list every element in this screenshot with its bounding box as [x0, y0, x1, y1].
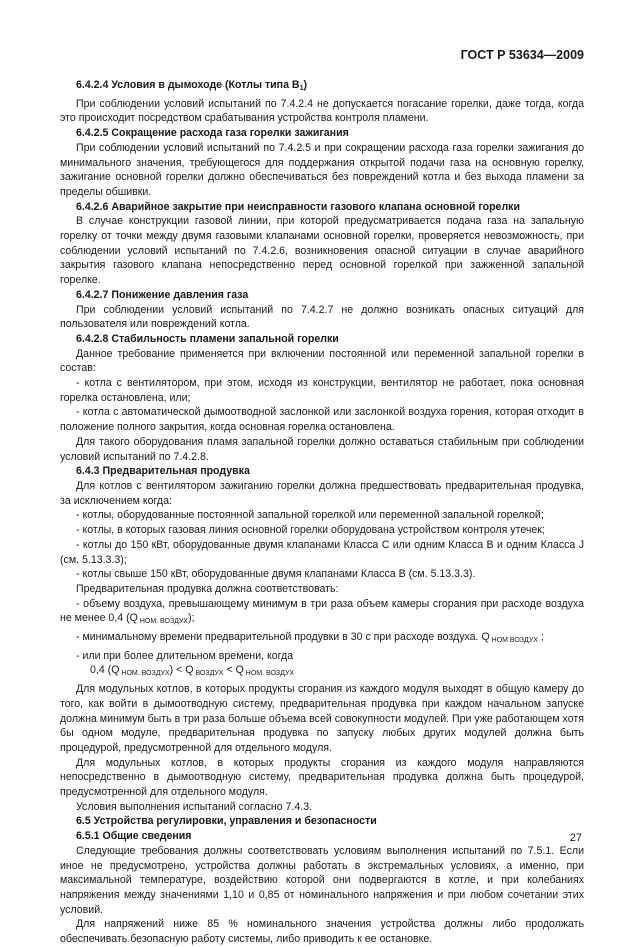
body-paragraph: - котлы, в которых газовая линия основной горелки оборудована устройством контроля утечек; — [76, 524, 545, 537]
section-heading: 6.4.2.5 Сокращение расхода газа горелки зажигания — [76, 127, 349, 140]
section-heading: 6.5 Устройства регулировки, управления и безопасности — [76, 815, 377, 828]
section-heading: 6.5.1 Общие сведения — [76, 830, 192, 843]
section-heading: 6.4.2.7 Понижение давления газа — [76, 288, 249, 301]
body-paragraph: - котла с автоматической дымоотводной заслонкой или заслонкой воздуха горения, которая отходит в положение полного закрытия, когда основная горелка остановлена. — [60, 406, 584, 434]
body-paragraph: При соблюдении условий испытаний по 7.4.2.4 не допускается погасание горелки, даже тогда, когда это происходит посредством срабатывания устройства контроля пламени. — [60, 97, 584, 125]
body-paragraph: - котлы, оборудованные постоянной запальной горелкой или переменной запальной горелкой; — [76, 509, 544, 522]
document-header: ГОСТ Р 53634—2009 — [460, 48, 584, 62]
document-body — [60, 78, 584, 947]
section-heading: 6.4.2.8 Стабильность пламени запальной горелки — [76, 332, 339, 345]
body-paragraph: Для котлов с вентилятором зажиганию горелки должна предшествовать предварительная продувка, за исключением когда: — [60, 479, 584, 507]
body-paragraph: Условия выполнения испытаний согласно 7.4.3. — [76, 800, 313, 813]
body-paragraph: - котлы до 150 кВт, оборудованные двумя клапанами Класса С или одним Класса В и одним Класса J (см. 5.13.3.3); — [60, 538, 584, 566]
body-paragraph: - минимальному времени предварительной продувки в 30 с при расходе воздуха. Q $_{НОМ ВОЗДУХ}$ ; — [76, 631, 544, 645]
body-paragraph: - или при более длительном времени, когда — [76, 649, 294, 662]
body-paragraph: Для модульных котлов, в которых продукты сгорания из каждого модуля направляются непосредственно в дымоотводную систему, предварительная продувка должна быть процедурой, предусмотренной для отдельного модуля. — [60, 756, 584, 799]
body-paragraph: Данное требование применяется при включении постоянной или переменной запальной горелки в состав: — [60, 347, 584, 375]
formula: 0,4 (Q $_{НОМ. ВОЗДУХ}$) < Q $_{ВОЗДУХ}$ < Q $_{НОМ. ВОЗДУХ}$ — [90, 664, 295, 678]
body-paragraph: Предварительная продувка должна соответствовать: — [76, 582, 339, 595]
section-heading: 6.4.2.4 Условия в дымоходе (Котлы типа $В_1$) — [76, 79, 308, 92]
body-paragraph: При соблюдении условий испытаний по 7.4.2.7 не должно возникать опасных ситуаций для пользователя или повреждений котла. — [60, 303, 584, 331]
body-paragraph: При соблюдении условий испытаний по 7.4.2.5 и при сокращении расхода газа горелки зажигания до минимального значения, требующегося для поддержания открытой подачи газа на основную горелку, зажигание основной горелки должно обеспечиваться без повреждений котла и без выхода пламени за пределы обшивки. — [60, 141, 584, 198]
body-paragraph: Следующие требования должны соответствовать условиям выполнения испытаний по 7.5.1. Если иное не предусмотрено, устройства должны работать в экстремальных условиях, а именно, при максимальной температуре, воздействию которой они подвергаются в котле, и при колебаниях напряжения между значениями 1,10 и 0,85 от номинального напряжения и при любом сочетании этих условий. — [60, 844, 584, 916]
body-paragraph: Для модульных котлов, в которых продукты сгорания из каждого модуля выходят в общую камеру до того, как войти в дымоотводную систему, предварительная продувка при каждом начальном запуске должна минимум быть в три раза больше объема всей совокупности модулей. При уже работающем хотя бы одном модуле, предварительная продувка по запуску любых других модулей должна быть процедурой, предусмотренной для отдельного модуля. — [60, 683, 584, 754]
body-paragraph: В случае конструкции газовой линии, при которой предусматривается подача газа на запальную горелку от точки между двумя газовыми клапанами основной горелки, проверяется невозможность, при соблюдении условий испытаний по 7.4.2.6, возникновения опасной ситуации в случае аварийного закрытия газового клапана непосредственно перед основной горелкой при зажженной запальной горелке. — [60, 215, 584, 287]
body-paragraph: - котла с вентилятором, при этом, исходя из конструкции, вентилятор не работает, пока основная горелка остановлена, или; — [60, 377, 584, 404]
body-paragraph: Для такого оборудования пламя запальной горелки должно оставаться стабильным при соблюдении условий испытаний по 7.4.2.8. — [60, 435, 584, 463]
body-paragraph: - объему воздуха, превышающему минимум в три раза объем камеры сгорания при расходе воздуха не менее 0,4 (Q $_{НОМ. ВОЗДУХ}$); — [60, 597, 584, 626]
section-heading: 6.4.3 Предварительная продувка — [76, 465, 250, 478]
page-number: 27 — [569, 832, 582, 844]
body-paragraph: - котлы свыше 150 кВт, оборудованные двумя клапанами Класса В (см. 5.13.3.3). — [76, 568, 476, 581]
section-heading: 6.4.2.6 Аварийное закрытие при неисправности газового клапана основной горелки — [76, 200, 520, 213]
body-paragraph: Для напряжений ниже 85 % номинального значения устройства должны либо продолжать обеспечивать безопасную работу системы, либо приводить к ее остановке. — [60, 918, 584, 946]
